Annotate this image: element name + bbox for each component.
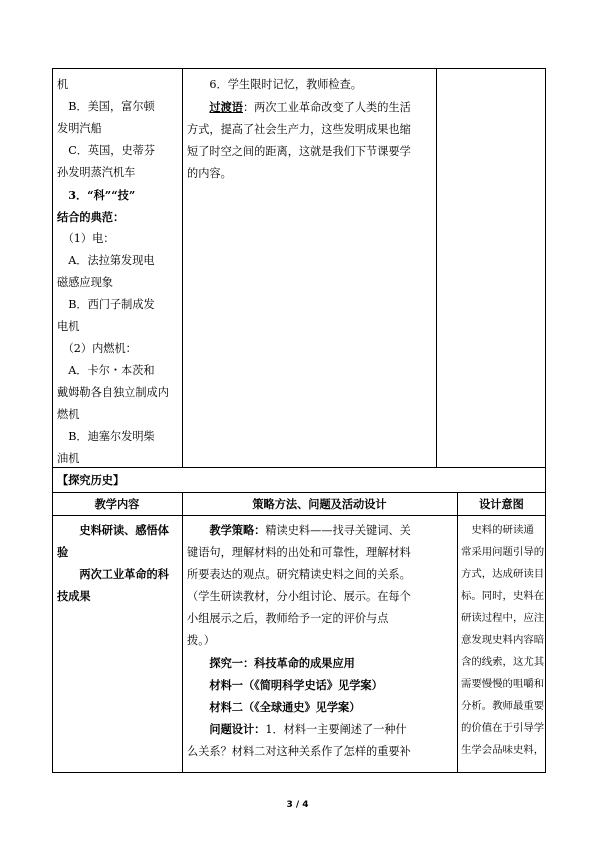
line: B．美国，富尔顿 bbox=[57, 100, 155, 113]
line: A．法拉第发现电 bbox=[57, 254, 155, 267]
line: 3．“科”“技” bbox=[57, 188, 136, 202]
line: A．卡尔・本茨和 bbox=[57, 364, 155, 377]
header-content: 教学内容 bbox=[94, 497, 140, 511]
line: 小组展示之后，教师给予一定的评价与点 bbox=[187, 612, 389, 625]
line: 电机 bbox=[57, 320, 80, 333]
transition-label: 过渡语 bbox=[209, 100, 243, 114]
line: 研读过程中，应注 bbox=[461, 612, 545, 624]
line: 技成果 bbox=[57, 589, 91, 603]
strategy-cell bbox=[187, 519, 455, 763]
line: 么关系？材料二对这种关系作了怎样的重要补 bbox=[187, 745, 411, 758]
transition-colon: ： bbox=[242, 101, 255, 114]
top-col-divider-2 bbox=[436, 68, 437, 467]
line: B．西门子制成发 bbox=[57, 298, 155, 311]
line: 戴姆勒各自独立制成内 bbox=[57, 386, 169, 399]
line: 机 bbox=[57, 78, 69, 91]
line: 史料的研读通 bbox=[461, 524, 534, 536]
line: 方式，提高了社会生产力，这些发明成果也缩 bbox=[187, 123, 411, 136]
line: 验 bbox=[57, 545, 69, 559]
line bbox=[187, 718, 455, 741]
line: 燃机 bbox=[57, 408, 80, 421]
question-text: 1．材料一主要阐述了一种什 bbox=[265, 723, 407, 736]
line: 发明汽船 bbox=[57, 122, 102, 135]
line bbox=[187, 96, 433, 119]
line bbox=[187, 696, 455, 718]
line: （学生研读教材，分小组讨论、展示。在每个 bbox=[187, 590, 411, 603]
line: 需要慢慢的咀嚼和 bbox=[461, 678, 545, 690]
line: 磁感应现象 bbox=[57, 276, 113, 289]
step-text: 6．学生限时记忆，教师检查。 bbox=[209, 78, 362, 91]
line: 含的线索，这尤其 bbox=[461, 656, 545, 668]
line bbox=[187, 74, 433, 96]
line: （2）内燃机： bbox=[57, 342, 137, 355]
line: 孙发明蒸汽机车 bbox=[57, 166, 136, 179]
line: 结合的典范： bbox=[57, 210, 125, 224]
section-title: 【探究历史】 bbox=[57, 473, 125, 487]
line: （1）电： bbox=[57, 232, 115, 245]
line: 意发现史料内容暗 bbox=[461, 634, 545, 646]
content-line: 史料研读、感悟体 bbox=[79, 523, 169, 537]
transition-text: 两次工业革命改变了人类的生活 bbox=[254, 101, 411, 114]
line: C．英国，史蒂芬 bbox=[57, 144, 156, 157]
strategy-text: 精读史料——找寻关键词、关 bbox=[265, 524, 411, 537]
line: 生学会品味史料， bbox=[461, 744, 545, 756]
top-col-divider-1 bbox=[182, 68, 183, 467]
page-number: 3 / 4 bbox=[286, 800, 309, 810]
row-divider-header bbox=[52, 515, 546, 516]
header-intent: 设计意图 bbox=[479, 497, 524, 511]
line bbox=[57, 519, 181, 541]
intent-cell bbox=[461, 519, 545, 761]
line bbox=[187, 652, 455, 674]
line: 油机 bbox=[57, 452, 80, 465]
line: 分析。教师最重要 bbox=[461, 700, 545, 712]
strategy-label: 教学策略： bbox=[209, 523, 266, 537]
line: 拨。） bbox=[187, 634, 215, 647]
line: 方式，达成研读目 bbox=[461, 568, 545, 580]
line: 常采用问题引导的 bbox=[461, 546, 545, 558]
content-line: 两次工业革命的科 bbox=[79, 567, 169, 581]
bottom-col-divider-2 bbox=[457, 492, 458, 773]
explore-title: 探究一：科技革命的成果应用 bbox=[209, 656, 355, 670]
line: 短了时空之间的距离，这就是我们下节课要学 bbox=[187, 145, 411, 158]
question-label: 问题设计： bbox=[209, 722, 266, 736]
material-1: 材料一（《简明科学史话》见学案） bbox=[209, 678, 383, 692]
content-cell bbox=[57, 519, 181, 607]
line: 的价值在于引导学 bbox=[461, 722, 545, 734]
top-left-cell bbox=[57, 74, 181, 470]
line: 键语句，理解材料的出处和可靠性，理解材料 bbox=[187, 546, 411, 559]
header-strategy: 策略方法、问题及活动设计 bbox=[252, 497, 387, 511]
bottom-col-divider-1 bbox=[182, 492, 183, 773]
top-middle-cell bbox=[187, 74, 433, 185]
line bbox=[57, 563, 181, 585]
material-2: 材料二（《全球通史》见学案） bbox=[209, 700, 361, 714]
line: 标。同时，史料在 bbox=[461, 590, 545, 602]
line: B．迪塞尔发明柴 bbox=[57, 430, 155, 443]
line: 的内容。 bbox=[187, 167, 232, 180]
line bbox=[187, 519, 455, 542]
line bbox=[187, 674, 455, 696]
line: 所要表达的观点。研究精读史料之间的关系。 bbox=[187, 568, 411, 581]
